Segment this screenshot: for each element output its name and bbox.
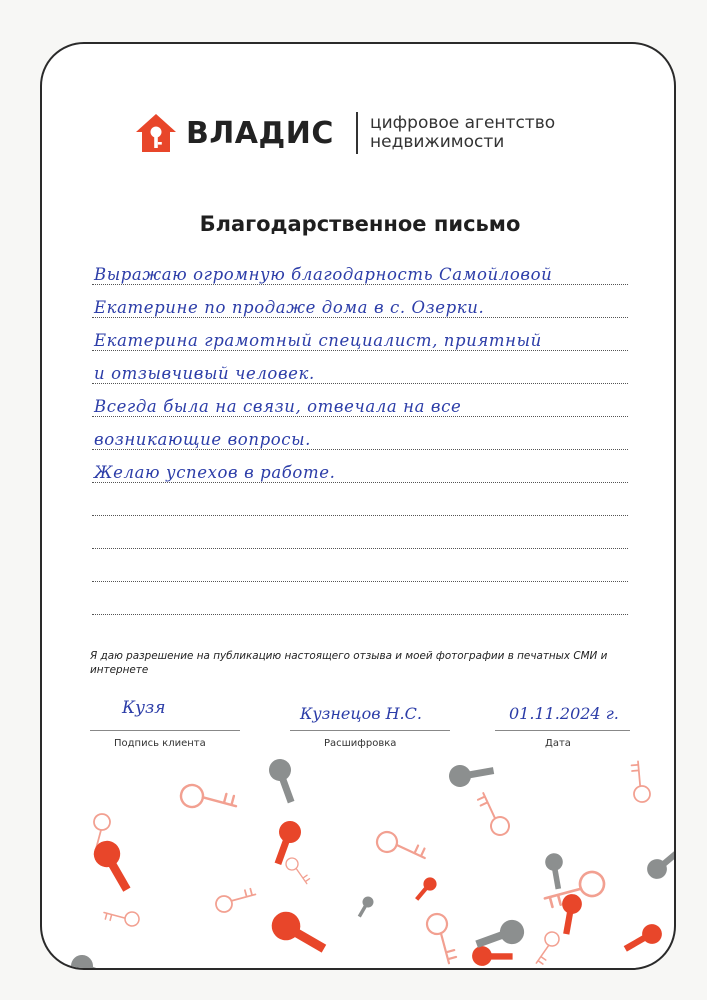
handwritten-text: Екатерине по продаже дома в с. Озерки. — [94, 298, 485, 317]
letter-line — [92, 252, 628, 285]
letter-line — [92, 384, 628, 417]
brand-name: ВЛАДИС — [186, 116, 334, 151]
house-key-logo-icon — [134, 112, 178, 154]
handwritten-text: Екатерина грамотный специалист, приятный — [94, 331, 542, 350]
decoding-value: Кузнецов Н.С. — [300, 704, 422, 723]
letter-line — [92, 516, 628, 549]
letter-line — [92, 483, 628, 516]
letter-line — [92, 582, 628, 615]
letter-line — [92, 417, 628, 450]
letter-line — [92, 318, 628, 351]
client-signature-label: Подпись клиента — [114, 738, 206, 749]
handwritten-text: и отзывчивый человек. — [94, 364, 315, 383]
tagline-line-1: цифровое агентство — [370, 113, 556, 133]
page-title: Благодарственное письмо — [199, 212, 521, 236]
handwritten-text: Всегда была на связи, отвечала на все — [94, 397, 462, 416]
brand-tagline — [370, 114, 555, 152]
letter-lines — [92, 252, 628, 615]
handwritten-text: возникающие вопросы. — [94, 430, 311, 449]
signature-line — [90, 730, 240, 732]
date-label: Дата — [545, 738, 571, 749]
letter-line — [92, 285, 628, 318]
signature-line — [290, 730, 450, 732]
letter-line — [92, 351, 628, 384]
signature-line — [495, 730, 630, 732]
logo-divider — [356, 112, 358, 154]
publication-permission: Я даю разрешение на публикацию настоящего отзыва и моей фотографии в печатных СМИ и интернете — [90, 650, 608, 676]
handwritten-text: Выражаю огромную благодарность Самойловой — [94, 265, 553, 284]
handwritten-text: Желаю успехов в работе. — [94, 463, 336, 482]
decorative-keys-pattern — [42, 734, 676, 970]
company-logo — [134, 108, 654, 168]
client-signature: Кузя — [122, 698, 166, 718]
tagline-line-2: недвижимости — [370, 132, 505, 152]
date-value: 01.11.2024 г. — [509, 704, 619, 723]
letter-card — [40, 42, 676, 970]
letter-line — [92, 450, 628, 483]
letter-line — [92, 549, 628, 582]
decoding-label: Расшифровка — [324, 738, 397, 749]
